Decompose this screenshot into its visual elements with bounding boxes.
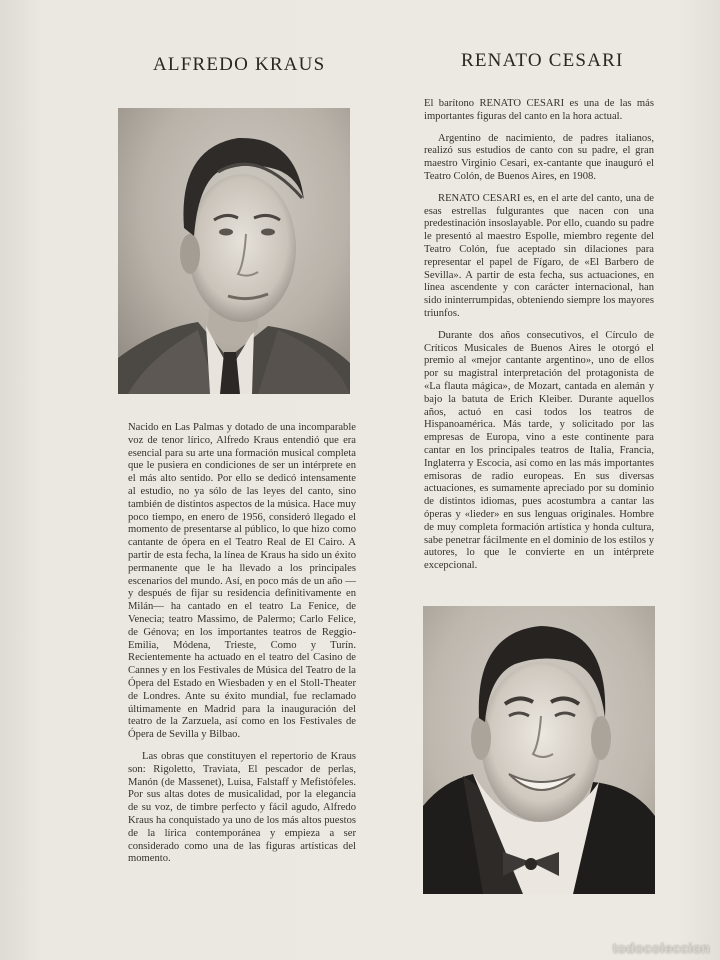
renato-cesari-heading: RENATO CESARI [461, 50, 624, 71]
alfredo-kraus-heading: ALFREDO KRAUS [153, 54, 326, 75]
alfredo-kraus-portrait [118, 108, 350, 394]
kraus-paragraph: Las obras que constituyen el repertorio de Kraus son: Rigoletto, Traviata, El pescador de perlas, Manón (de Massenet), Luisa, Falstaff y Mefistófeles. Por sus altas dotes de musicalidad, por la elegancia de su voz, de timbre perfecto y fácil agudo, Alfredo Kraus ha conquistado ya uno de los más altos puestos de la lírica contemporánea y empieza a ser considerado como una de las figuras artísticas del momento. [128, 750, 356, 865]
renato-cesari-biography [424, 98, 654, 582]
kraus-paragraph: Nacido en Las Palmas y dotado de una incomparable voz de tenor lírico, Alfredo Kraus entendió que era esencial para su arte una formación musical completa que le pusiera en condiciones de ser un intérprete en el más alto sentido. Por ello se dedicó intensamente al estudio, no ya sólo de las leyes del canto, sino también de distintos aspectos de la música. Hace muy poco tiempo, en enero de 1956, consideró llegado el momento de presentarse al público, lo que hizo como cantante de ópera en el Teatro Real de El Cairo. A partir de esta fecha, la línea de Kraus ha sido un éxito permanente que le ha llevado a los principales escenarios del mundo. Así, en poco más de un año —y después de fijar su residencia definitivamente en Milán— ha cantado en el teatro La Fenice, de Venecia; teatro Massimo, de Palermo; Carlo Felice, de Génova; en los importantes teatros de Reggio-Emilia, Módena, Trieste, Como y Turín. Recientemente ha actuado en el teatro del Casino de Cannes y en los Festivales de Música del Teatro de la Ópera del Estado en Wiesbaden y en el Stoll-Theater de Londres. Ante su éxito mundial, fue reclamado últimamente en Madrid para la inauguración del teatro de la Zarzuela, así como en los Festivales de Ópera de Sevilla y Bilbao. [128, 422, 356, 741]
cesari-paragraph: El barítono RENATO CESARI es una de las más importantes figuras del canto en la hora actual. [424, 98, 654, 122]
alfredo-kraus-biography [128, 422, 356, 875]
cesari-paragraph: Durante dos años consecutivos, el Círculo de Críticos Musicales de Buenos Aires le otorgó el premio al «mejor cantante argentino», uno de ellos por su magistral interpretación del protagonista de «La flauta mágica», de Mozart, cantada en alemán y bajo la batuta de Erich Kleiber. Durante aquellos años, actuó en casi todos los teatros de Hispanoamérica. Más tarde, y solicitado por las empresas de Europa, vino a este continente para cantar en los principales teatros de Italia, Francia, Inglaterra y Escocia, así como en las más importantes emisoras de radio europeas. En sus diversas actuaciones, es sumamente apreciado por su dominio de distintos idiomas, pues acostumbra a cantar las óperas y «lieder» en sus lenguas originales. Hombre de muy completa formación artística y honda cultura, sabe penetrar fácilmente en el dominio de los estilos y autores, lo que le convierte en un intérprete excepcional. [424, 329, 654, 572]
cesari-paragraph: Argentino de nacimiento, de padres italianos, realizó sus estudios de canto con su padre, el gran maestro Virginio Cesari, ex-cantante que inauguró el Teatro Colón, de Buenos Aires, en 1908. [424, 132, 654, 182]
watermark-text: todocoleccion [612, 940, 710, 956]
cesari-paragraph: RENATO CESARI es, en el arte del canto, una de esas estrellas fulgurantes que nacen con una predestinación insoslayable. Por ello, cuando su padre le presentó al maestro Espolle, miembro regente del Teatro Colón, fue aceptado sin dilaciones para representar el papel de Fígaro, de «El Barbero de Sevilla». A partir de esta fecha, sus actuaciones, en línea ascendente y con carácter internacional, han sido ininterrumpidas, obteniendo siempre los mayores triunfos. [424, 192, 654, 319]
renato-cesari-portrait [423, 606, 655, 894]
